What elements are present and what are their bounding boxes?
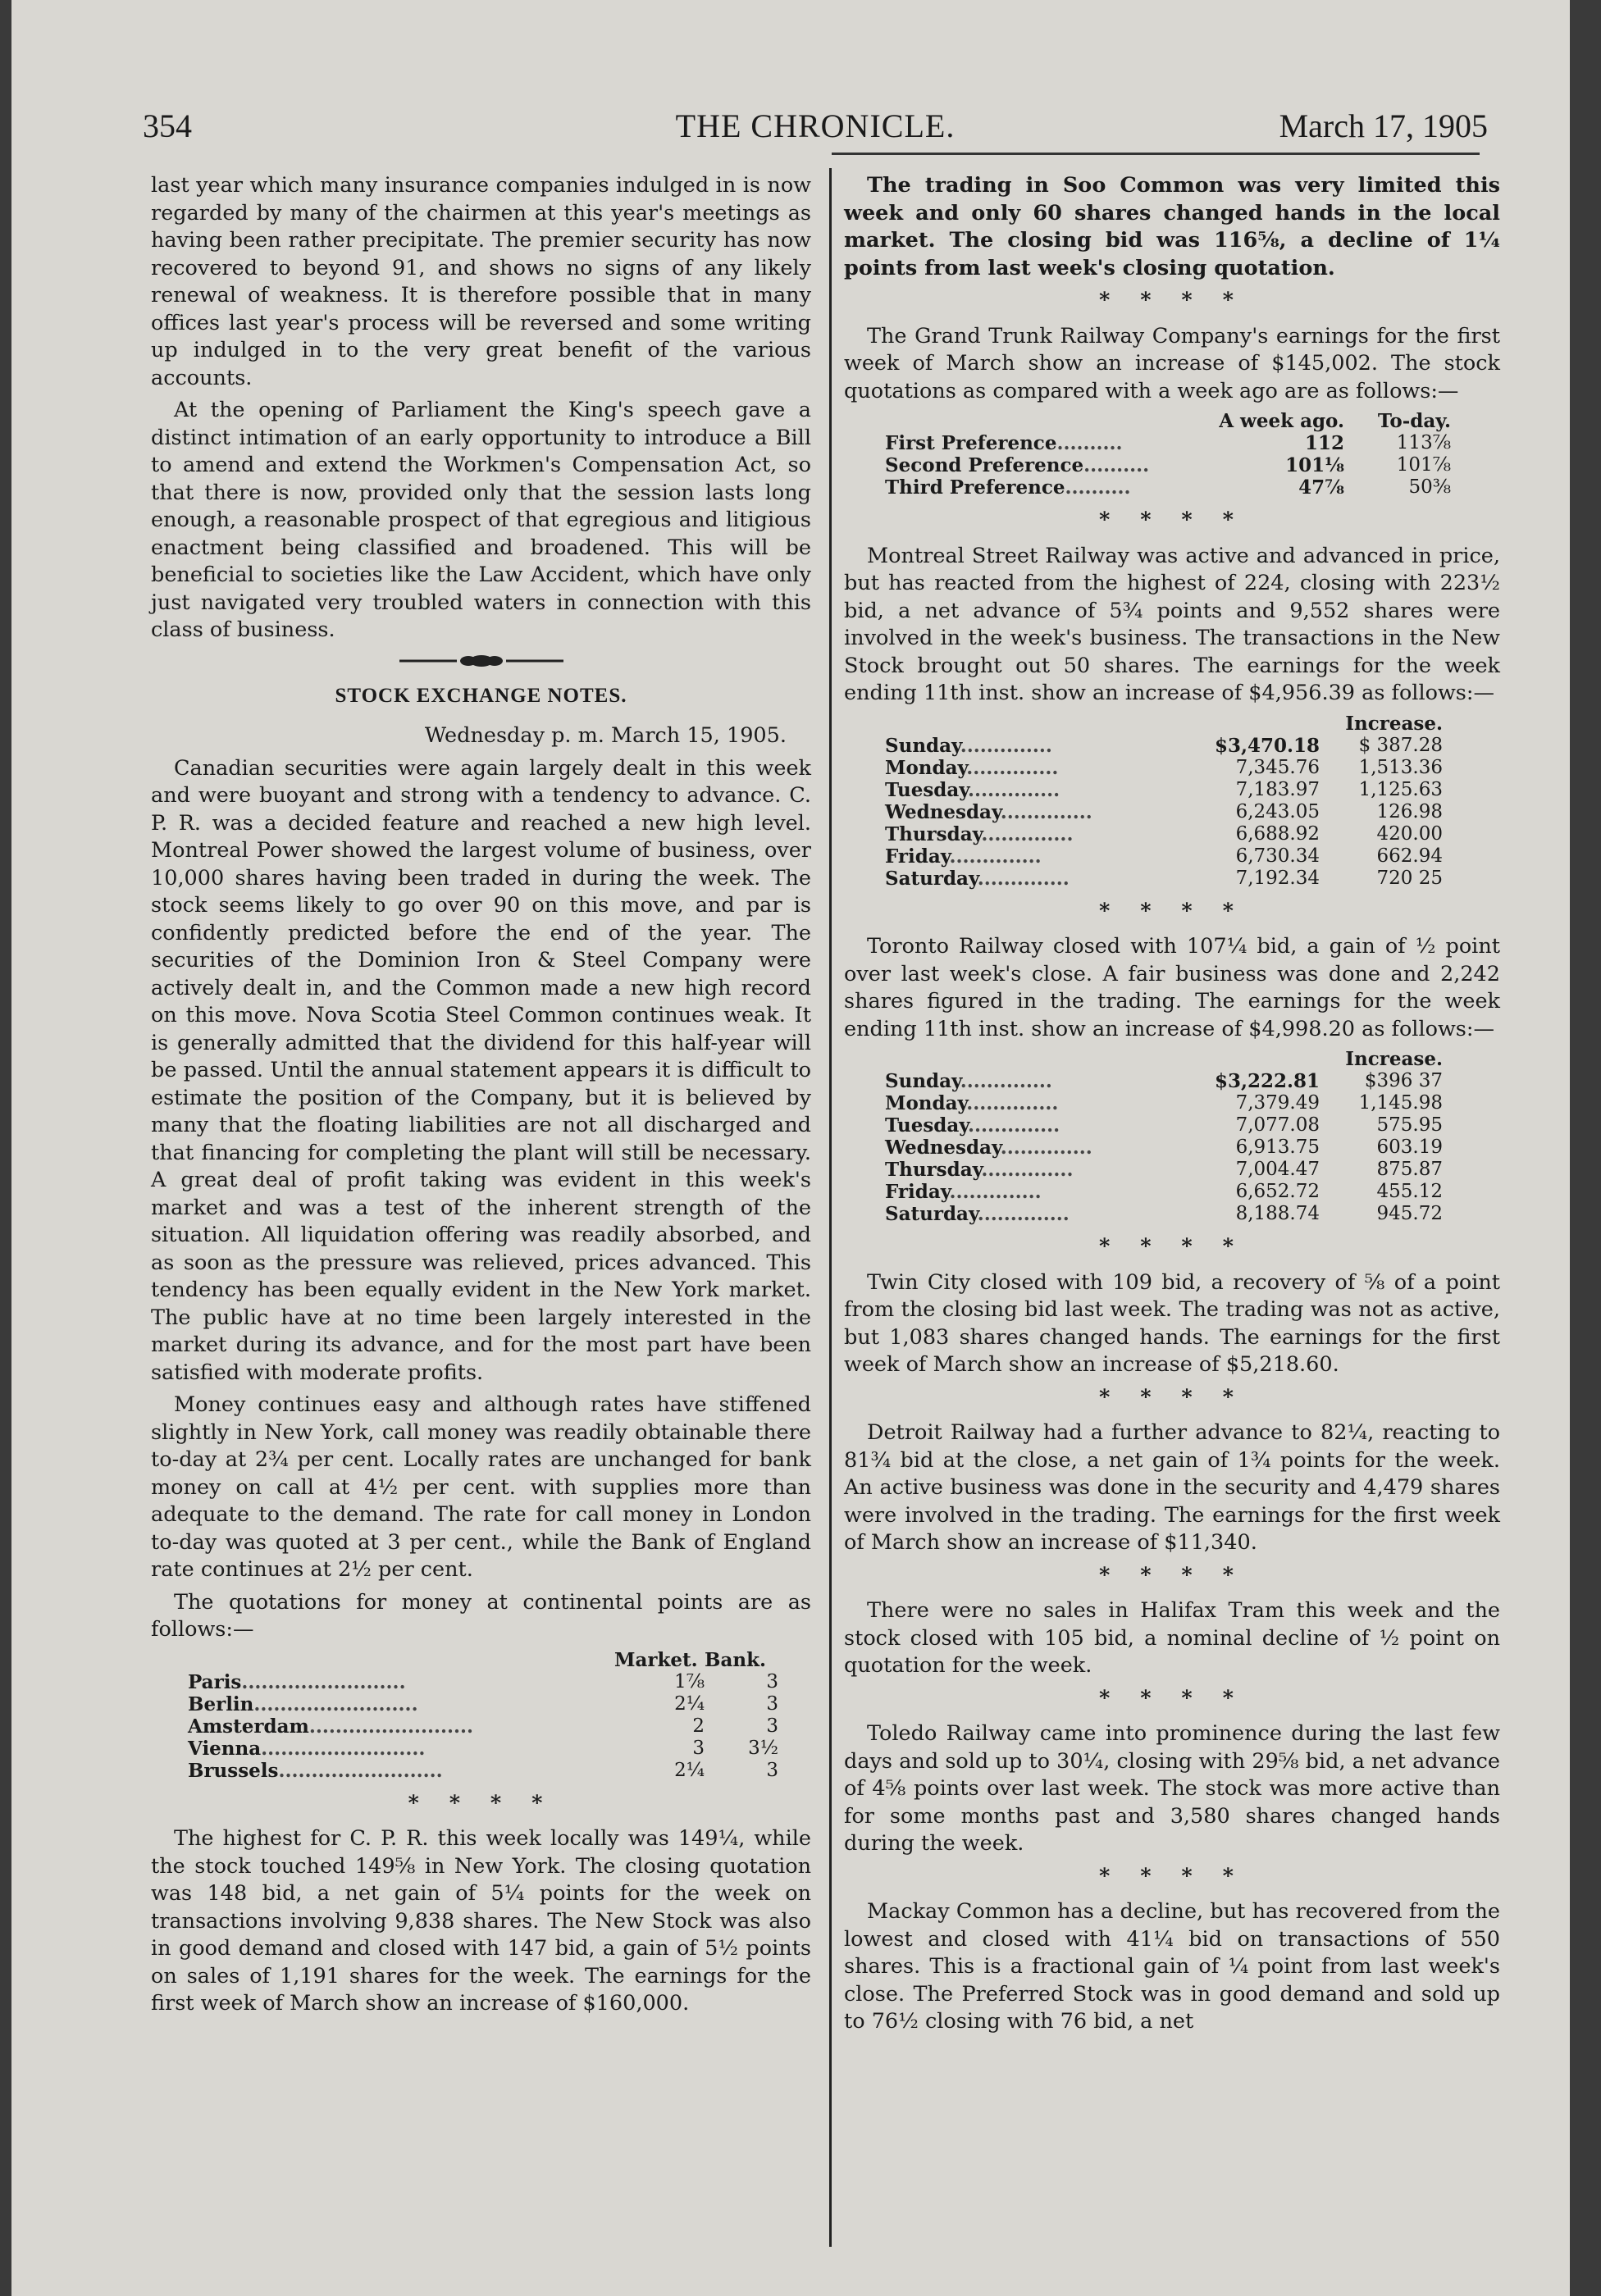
paragraph-montreal: Montreal Street Railway was active and advanced in price, but has reacted from the highest of 224, closing with 223½ bid, a net advance of 5¾ points and 9,552 shares were involved in the week's business. The transactions in the New Stock brought out 50 shares. The earnings for the week ending 11th inst. show an increase of $4,956.39 as follows:— — [844, 543, 1500, 705]
dateline: Wednesday p. m. March 15, 1905. — [424, 723, 787, 748]
table-row: Second Preference.......... 101⅛ 101⅞ — [885, 454, 1451, 476]
today-value: 50⅜ — [1408, 476, 1451, 498]
table-row — [188, 1671, 778, 1693]
market-rate: 2¼ — [674, 1759, 705, 1781]
table-row: Sunday.............. $3,222.81 $396 37 — [885, 1070, 1443, 1092]
table-row: First Preference.......... 112 113⅞ — [885, 432, 1451, 454]
bank-rate: 3 — [766, 1759, 778, 1781]
column-header-market: Market. — [614, 1648, 698, 1671]
row-label: Third Preference — [885, 476, 1065, 499]
row-label: Paris — [188, 1670, 242, 1693]
table-row: Third Preference.......... 47⅞ 50⅜ — [885, 476, 1451, 499]
row-label: Tuesday — [885, 778, 969, 801]
increase-value: 455.12 — [1376, 1181, 1443, 1202]
paragraph-mackay: Mackay Common has a decline, but has recovered from the lowest and closed with 41¼ bid on transactions of 550 shares. This is a fractional gain of ¼ point from last week's close. The Preferred Stock was in good demand and sold up to 76½ closing with 76 bid, a net — [844, 1899, 1500, 2034]
row-label: Friday — [885, 1181, 950, 1203]
market-rate: 1⅞ — [674, 1670, 705, 1692]
paragraph-detroit: Detroit Railway had a further advance to 82¼, reacting to 81¾ bid at the close, a net gain of 1¾ points for the week. An active business was done in the security and 4,479 shares were involved in the trading. The earnings for the first week of March show an increase of $11,340. — [844, 1420, 1500, 1555]
earnings-value: 6,243.05 — [1235, 800, 1320, 822]
increase-value: $ 387.28 — [1358, 734, 1443, 756]
paragraph-intro: last year which many insurance companies indulged in is now regarded by many of the chairmen at this year's meetings as having been rather precipitate. The premier security has now recovered to beyond 91, and shows no signs of any likely renewal of weakness. It is therefore possible that in many offices last year's process will be reversed and some writing up indulged in to the very great benefit of the various accounts. — [151, 173, 811, 390]
newspaper-page — [11, 0, 1570, 2296]
row-label: Sunday — [885, 734, 960, 757]
table-row: Saturday.............. 8,188.74 945.72 — [885, 1203, 1443, 1225]
row-label: Monday — [885, 756, 967, 779]
increase-value: 875.87 — [1376, 1159, 1443, 1180]
table-header-row — [885, 410, 1451, 432]
week-ago-value: 112 — [1304, 432, 1344, 454]
section-separator: * * * * — [1099, 1234, 1245, 1259]
increase-value: $396 37 — [1364, 1070, 1443, 1091]
paragraph-cpr: The highest for C. P. R. this week locally was 149¼, while the stock touched 149⅝ in New York. The closing quotation was 148 bid, a net gain of 5¼ points for the week on transactions involving 9,838 shares. The New Stock was also in good demand and closed with 147 bid, a gain of 5½ points on sales of 1,191 shares for the week. The earnings for the first week of March show an increase of $160,000. — [151, 1826, 811, 2016]
paragraph-halifax: There were no sales in Halifax Tram this week and the stock closed with 105 bid, a nominal decline of ½ point on quotation for the week. — [844, 1598, 1500, 1678]
column-header-increase: Increase. — [1345, 1048, 1443, 1070]
increase-value: 603.19 — [1376, 1137, 1443, 1158]
bank-rate: 3 — [766, 1715, 778, 1737]
dot-leader: ......................... — [308, 1715, 474, 1738]
increase-value: 1,125.63 — [1358, 778, 1443, 800]
row-label: Thursday — [885, 822, 982, 845]
section-separator: * * * * — [1099, 1685, 1245, 1711]
column-divider — [829, 168, 832, 2247]
row-label: Brussels — [188, 1759, 279, 1782]
increase-value: 420.00 — [1376, 822, 1443, 845]
table-row: Tuesday.............. 7,183.97 1,125.63 — [885, 778, 1443, 801]
table-header-row — [188, 1649, 778, 1671]
increase-value: 720 25 — [1376, 867, 1443, 889]
table-row: Monday.............. 7,345.76 1,513.36 — [885, 756, 1443, 779]
paragraph-twin-city: Twin City closed with 109 bid, a recovery of ⅝ of a point from the closing bid last week. The trading was not as active, but 1,083 shares changed hands. The earnings for the first week of March show an increase of $5,218.60. — [844, 1269, 1500, 1377]
week-ago-value: 47⅞ — [1298, 476, 1344, 499]
money-rates-table — [188, 1649, 778, 1782]
table-row: Thursday.............. 7,004.47 875.87 — [885, 1159, 1443, 1181]
table-header-row — [885, 1048, 1443, 1070]
earnings-value: $3,470.18 — [1214, 734, 1320, 757]
right-column — [844, 172, 1500, 2041]
earnings-value: 7,379.49 — [1235, 1092, 1320, 1114]
row-label: Saturday — [885, 867, 978, 890]
earnings-value: 7,345.76 — [1235, 756, 1320, 778]
table-row: Friday.............. 6,652.72 455.12 — [885, 1181, 1443, 1203]
dot-leader: ......................... — [253, 1692, 418, 1715]
grand-trunk-table — [885, 410, 1451, 499]
row-label: Thursday — [885, 1159, 982, 1181]
earnings-value: 8,188.74 — [1235, 1203, 1320, 1224]
page-number: 354 — [143, 107, 192, 144]
paragraph-toledo: Toledo Railway came into prominence during the last few days and sold up to 30¼, closing with 29⅝ bid, a net advance of 4⅝ points over last week. The stock was more active than for some months past and 3,580 shares changed hands during the week. — [844, 1721, 1500, 1856]
row-label: Wednesday — [885, 800, 1001, 823]
page-header — [143, 107, 1488, 156]
earnings-value: 7,004.47 — [1235, 1159, 1320, 1180]
paragraph-continental: The quotations for money at continental points are as follows:— — [151, 1589, 811, 1642]
row-label: First Preference — [885, 432, 1057, 454]
earnings-value: 6,688.92 — [1235, 822, 1320, 845]
increase-value: 945.72 — [1376, 1203, 1443, 1224]
paragraph-parliament: At the opening of Parliament the King's speech gave a distinct intimation of an early opportunity to introduce a Bill to amend and extend the Workmen's Compensation Act, so that there is now, provided only that the session lasts long enough, a reasonable prospect of that egregious and litigious enactment being classified and broadened. This will be beneficial to societies like the Law Accident, which have only just navigated very troubled waters in connection with this class of business. — [151, 398, 811, 642]
issue-date: March 17, 1905 — [1279, 107, 1488, 144]
column-header-bank: Bank. — [705, 1648, 767, 1671]
increase-value: 662.94 — [1376, 845, 1443, 867]
section-separator: * * * * — [1099, 1863, 1245, 1888]
today-value: 101⅞ — [1396, 454, 1451, 476]
table-row: Tuesday.............. 7,077.08 575.95 — [885, 1114, 1443, 1137]
section-separator: * * * * — [1099, 508, 1245, 532]
bank-rate: 3 — [766, 1670, 778, 1692]
earnings-value: 6,652.72 — [1235, 1181, 1320, 1202]
earnings-value: 7,077.08 — [1235, 1114, 1320, 1136]
table-row — [188, 1738, 778, 1760]
ornament-divider — [151, 654, 811, 667]
market-rate: 2¼ — [674, 1692, 705, 1715]
section-separator: * * * * — [1099, 1384, 1245, 1410]
table-row: Wednesday.............. 6,243.05 126.98 — [885, 800, 1443, 823]
section-heading: STOCK EXCHANGE NOTES. — [335, 684, 627, 707]
row-label: Tuesday — [885, 1114, 969, 1137]
row-label: Amsterdam — [188, 1715, 309, 1738]
table-row — [188, 1715, 778, 1738]
section-separator: * * * * — [1099, 898, 1245, 923]
paragraph-money: Money continues easy and although rates have stiffened slightly in New York, call money was readily obtainable there to-day at 2¾ per cent. Locally rates are unchanged for bank money on call at 4½ per cent. with supplies more than adequate to the demand. The rate for call money in London to-day was quoted at 3 per cent., while the Bank of England rate continues at 2½ per cent. — [151, 1392, 811, 1582]
column-header-increase: Increase. — [1345, 712, 1443, 735]
earnings-value: 6,730.34 — [1235, 845, 1320, 867]
increase-value: 1,513.36 — [1358, 756, 1443, 778]
table-row: Friday.............. 6,730.34 662.94 — [885, 845, 1443, 868]
column-header-week-ago: A week ago. — [1219, 410, 1344, 432]
section-separator: * * * * — [1099, 288, 1245, 312]
section-separator: * * * * — [408, 1790, 554, 1815]
table-row: Monday.............. 7,379.49 1,145.98 — [885, 1092, 1443, 1114]
dot-leader: ......................... — [278, 1759, 443, 1782]
row-label: Second Preference — [885, 454, 1084, 476]
increase-value: 126.98 — [1376, 800, 1443, 822]
row-label: Sunday — [885, 1070, 960, 1092]
earnings-value: 7,192.34 — [1235, 867, 1320, 889]
bank-rate: 3½ — [748, 1737, 778, 1759]
table-header-row — [885, 713, 1443, 735]
table-row — [188, 1760, 778, 1782]
row-label: Monday — [885, 1092, 967, 1114]
montreal-earnings-table — [885, 713, 1443, 890]
row-label: Wednesday — [885, 1137, 1001, 1159]
earnings-value: 7,183.97 — [1235, 778, 1320, 800]
paragraph-canadian-securities: Canadian securities were again largely dealt in this week and were buoyant and strong with a tendency to advance. C. P. R. was a decided feature and reached a new high level. Montreal Power showed the largest volume of business, over 10,000 shares having been traded in during the week. The stock seems likely to go over 90 on this move, and par is confidently predicted before the end of the year. The securities of the Dominion Iron & Steel Company were actively dealt in, and the Common made a new high record on this move. Nova Scotia Steel Common continues weak. It is generally admitted that the dividend for this half-year will be passed. Until the annual statement appears it is difficult to estimate the position of the Company, but it is believed by many that the floating liabilities are not all discharged and that financing for completing the plant will still be necessary. A great deal of profit taking was evident in this week's market and was a test of the inherent strength of the situation. All liquidation offering was readily absorbed, and as soon as the pressure was relieved, prices advanced. This tendency has been equally evident in the New York market. The public have at no time been largely interested in the market during its advance, and for the most part have been satisfied with moderate profits. — [151, 755, 811, 1385]
market-rate: 2 — [692, 1715, 705, 1737]
row-label: Berlin — [188, 1692, 254, 1715]
market-rate: 3 — [692, 1737, 705, 1759]
row-label: Friday — [885, 845, 950, 868]
toronto-earnings-table — [885, 1048, 1443, 1225]
section-separator: * * * * — [1099, 1562, 1245, 1588]
header-rule — [832, 153, 1480, 155]
week-ago-value: 101⅛ — [1285, 454, 1344, 476]
increase-value: 575.95 — [1376, 1114, 1443, 1136]
paragraph-grand-trunk: The Grand Trunk Railway Company's earnings for the first week of March show an increase of $145,002. The stock quotations as compared with a week ago are as follows:— — [844, 323, 1500, 403]
table-row: Sunday.............. $3,470.18 $ 387.28 — [885, 734, 1443, 757]
table-row — [188, 1693, 778, 1715]
increase-value: 1,145.98 — [1358, 1092, 1443, 1114]
table-row: Thursday.............. 6,688.92 420.00 — [885, 822, 1443, 845]
dot-leader: ......................... — [261, 1737, 426, 1760]
earnings-value: $3,222.81 — [1214, 1070, 1320, 1092]
left-column — [151, 172, 811, 2023]
paragraph-soo: The trading in Soo Common was very limited this week and only 60 shares changed hands in the local market. The closing bid was 116⅝, a decline of 1¼ points from last week's closing quotation. — [844, 173, 1500, 280]
table-row: Saturday.............. 7,192.34 720 25 — [885, 867, 1443, 890]
paper-title: THE CHRONICLE. — [675, 107, 956, 144]
bank-rate: 3 — [766, 1692, 778, 1715]
row-label: Vienna — [188, 1737, 262, 1760]
today-value: 113⅞ — [1396, 432, 1451, 453]
earnings-value: 6,913.75 — [1235, 1137, 1320, 1158]
paragraph-toronto: Toronto Railway closed with 107¼ bid, a gain of ½ point over last week's close. A fair business was done and 2,242 shares figured in the trading. The earnings for the week ending 11th inst. show an increase of $4,998.20 as follows:— — [844, 934, 1500, 1041]
row-label: Saturday — [885, 1203, 978, 1225]
dot-leader: ......................... — [241, 1670, 406, 1693]
table-row: Wednesday.............. 6,913.75 603.19 — [885, 1137, 1443, 1159]
column-header-today: To-day. — [1377, 410, 1451, 432]
